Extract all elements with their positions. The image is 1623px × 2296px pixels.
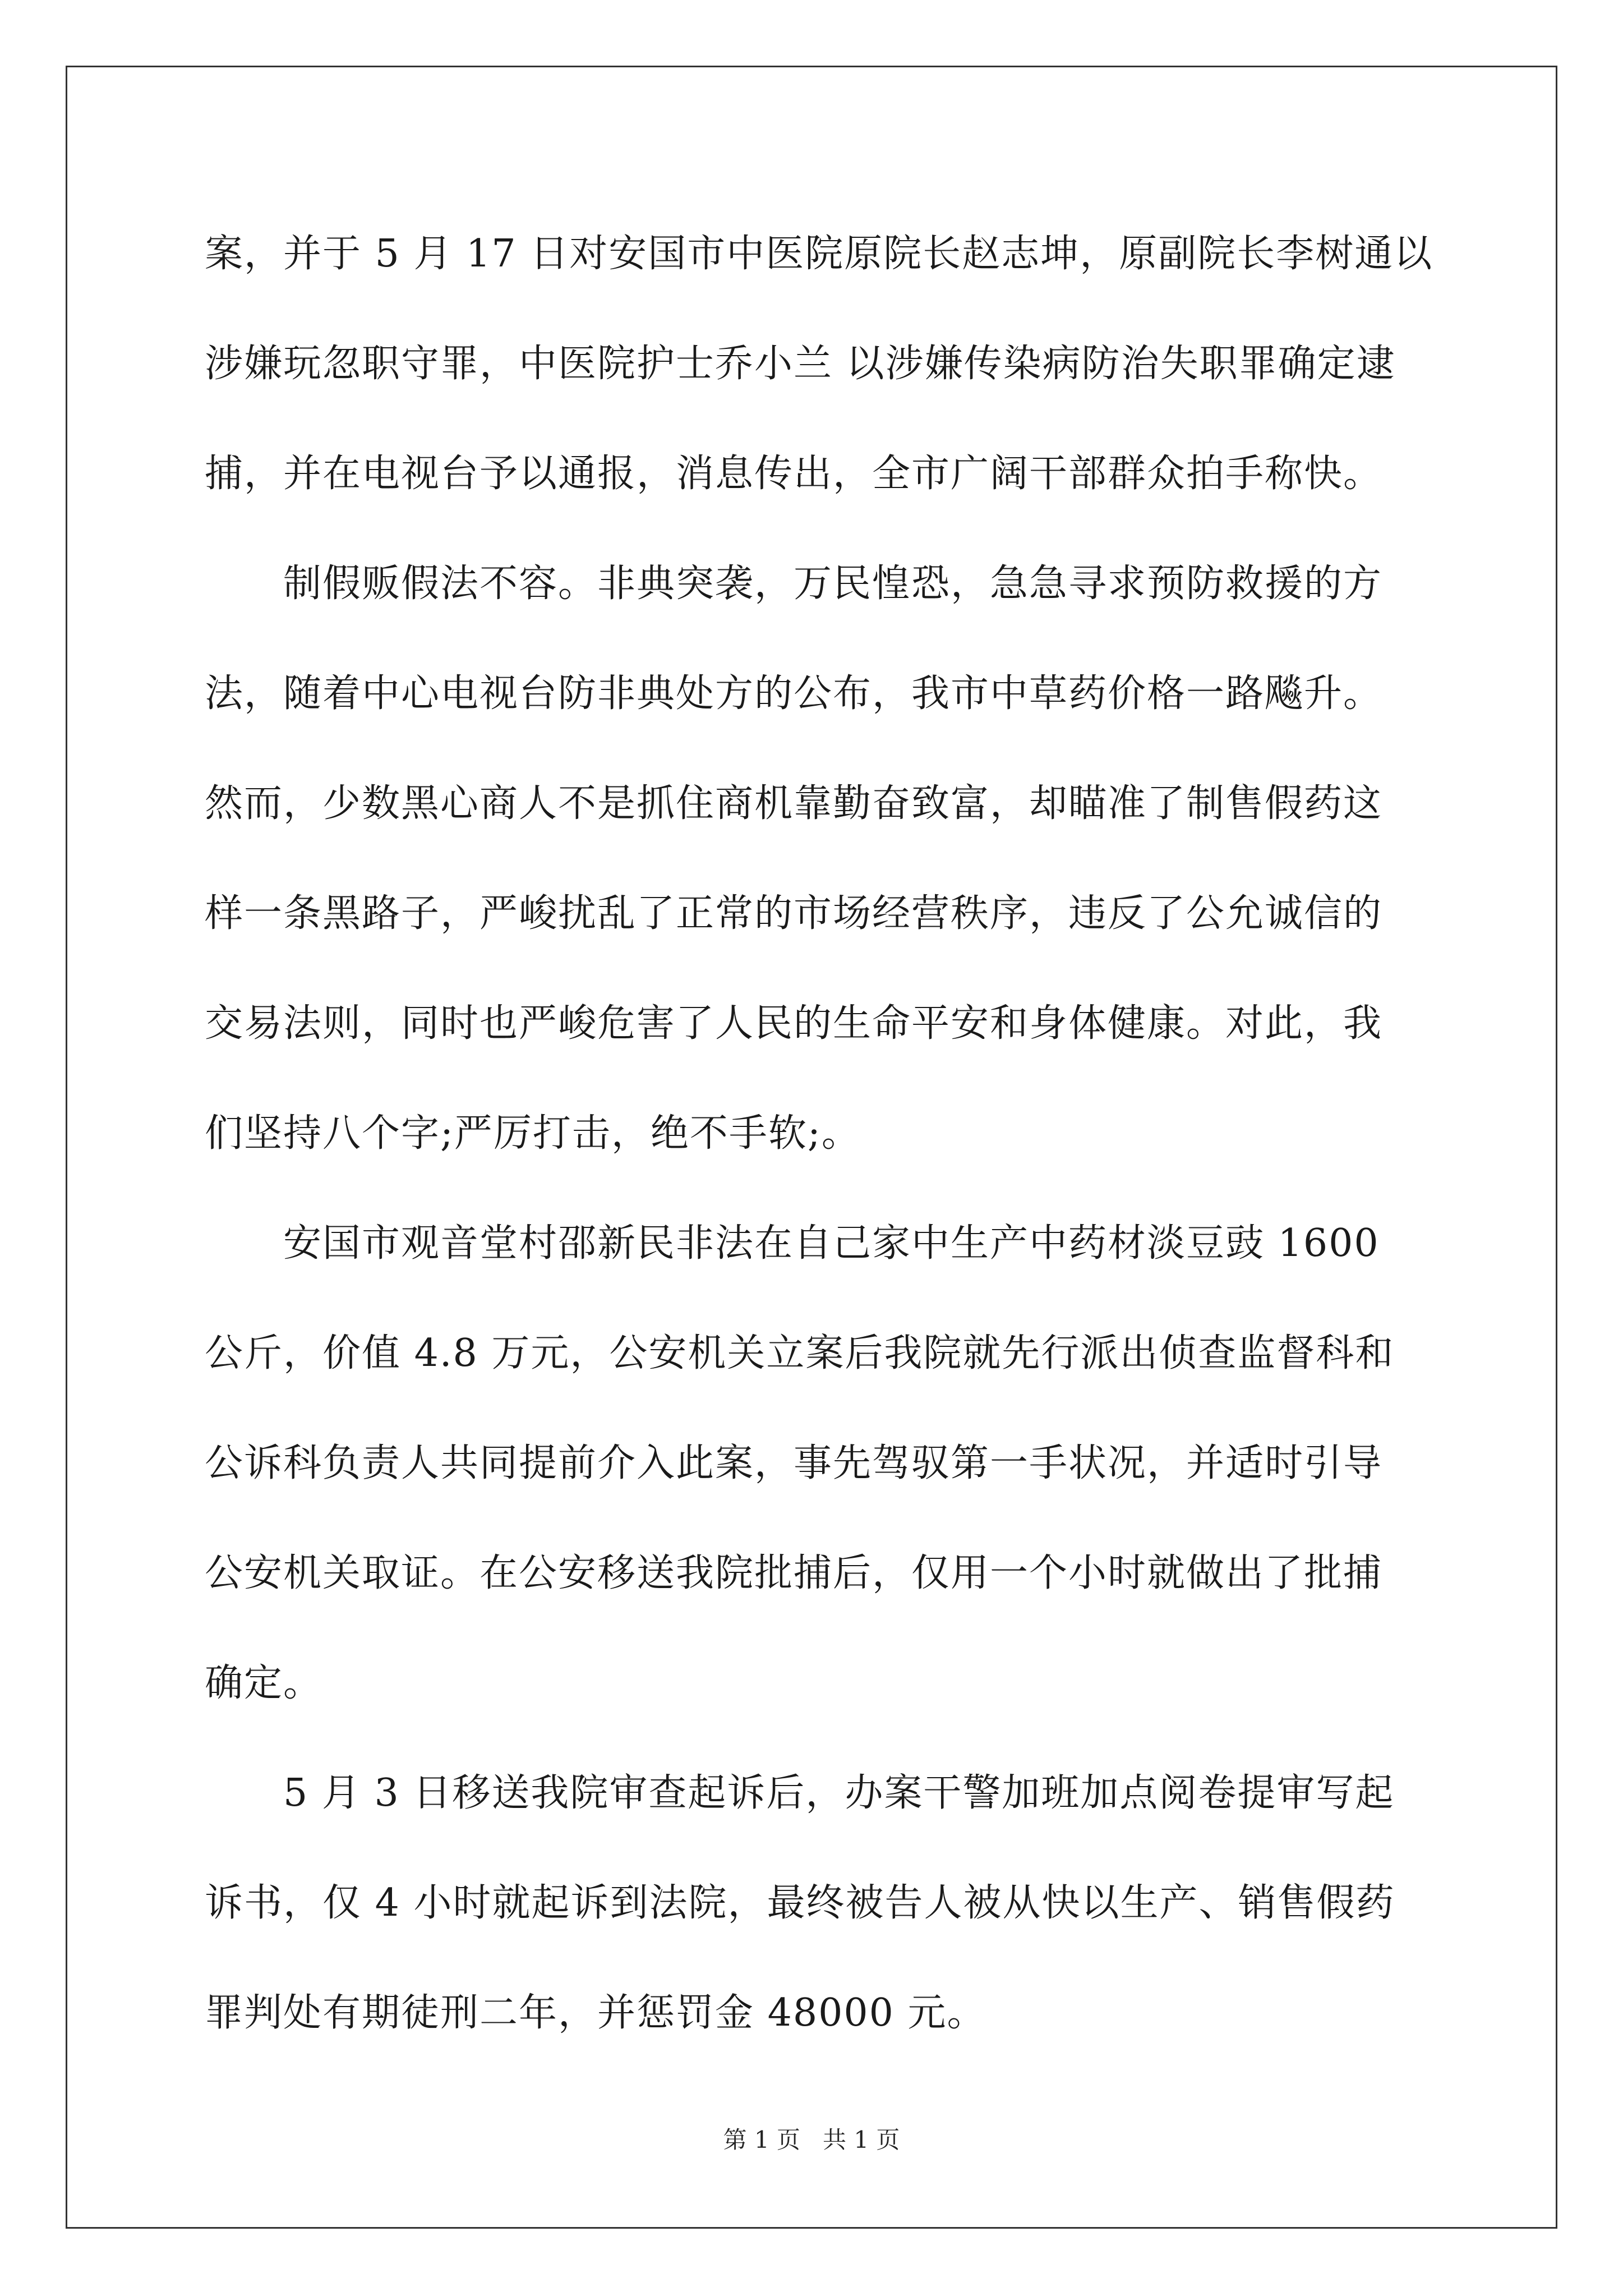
text-line: 公诉科负责人共同提前介入此案，事先驾驭第一手状况，并适时引导	[205, 1441, 1383, 1485]
text-line: 样一条黑路子，严峻扰乱了正常的市场经营秩序，违反了公允诚信的	[205, 891, 1383, 936]
text-line: 案，并于 5 月 17 日对安国市中医院原院长赵志坤，原副院长李树通以	[205, 232, 1433, 276]
text-line: 交易法则，同时也严峻危害了人民的生命平安和身体健康。对此，我	[205, 1001, 1383, 1046]
text-line: 涉嫌玩忽职守罪，中医院护士乔小兰 以涉嫌传染病防治失职罪确定逮	[205, 342, 1396, 386]
paragraph-start-line: 制假贩假法不容。非典突袭，万民惶恐，急急寻求预防救援的方	[283, 562, 1383, 606]
text-line: 诉书，仅 4 小时就起诉到法院，最终被告人被从快以生产、销售假药	[205, 1881, 1395, 1925]
text-line: 捕，并在电视台予以通报，消息传出，全市广阔干部群众拍手称快。	[205, 452, 1383, 496]
paragraph-start-line: 安国市观音堂村邵新民非法在自己家中生产中药材淡豆豉 1600	[283, 1221, 1380, 1266]
document-body	[205, 199, 1433, 2068]
paragraph-start-line: 5 月 3 日移送我院审查起诉后，办案干警加班加点阅卷提审写起	[283, 1771, 1395, 1815]
text-line: 公安机关取证。在公安移送我院批捕后，仅用一个小时就做出了批捕	[205, 1551, 1383, 1595]
text-line: 然而，少数黑心商人不是抓住商机靠勤奋致富，却瞄准了制售假药这	[205, 781, 1383, 826]
page-total: 共 1 页	[823, 2126, 900, 2154]
page-footer	[0, 2123, 1623, 2157]
text-line: 们坚持八个字;严厉打击，绝不手软;。	[205, 1111, 861, 1156]
text-line: 法，随着中心电视台防非典处方的公布，我市中草药价格一路飚升。	[205, 671, 1383, 716]
text-line: 公斤，价值 4.8 万元，公安机关立案后我院就先行派出侦查监督科和	[205, 1331, 1395, 1375]
text-line: 罪判处有期徒刑二年，并惩罚金 48000 元。	[205, 1991, 986, 2035]
page-number: 第 1 页	[723, 2126, 800, 2154]
text-line: 确定。	[205, 1661, 323, 1705]
